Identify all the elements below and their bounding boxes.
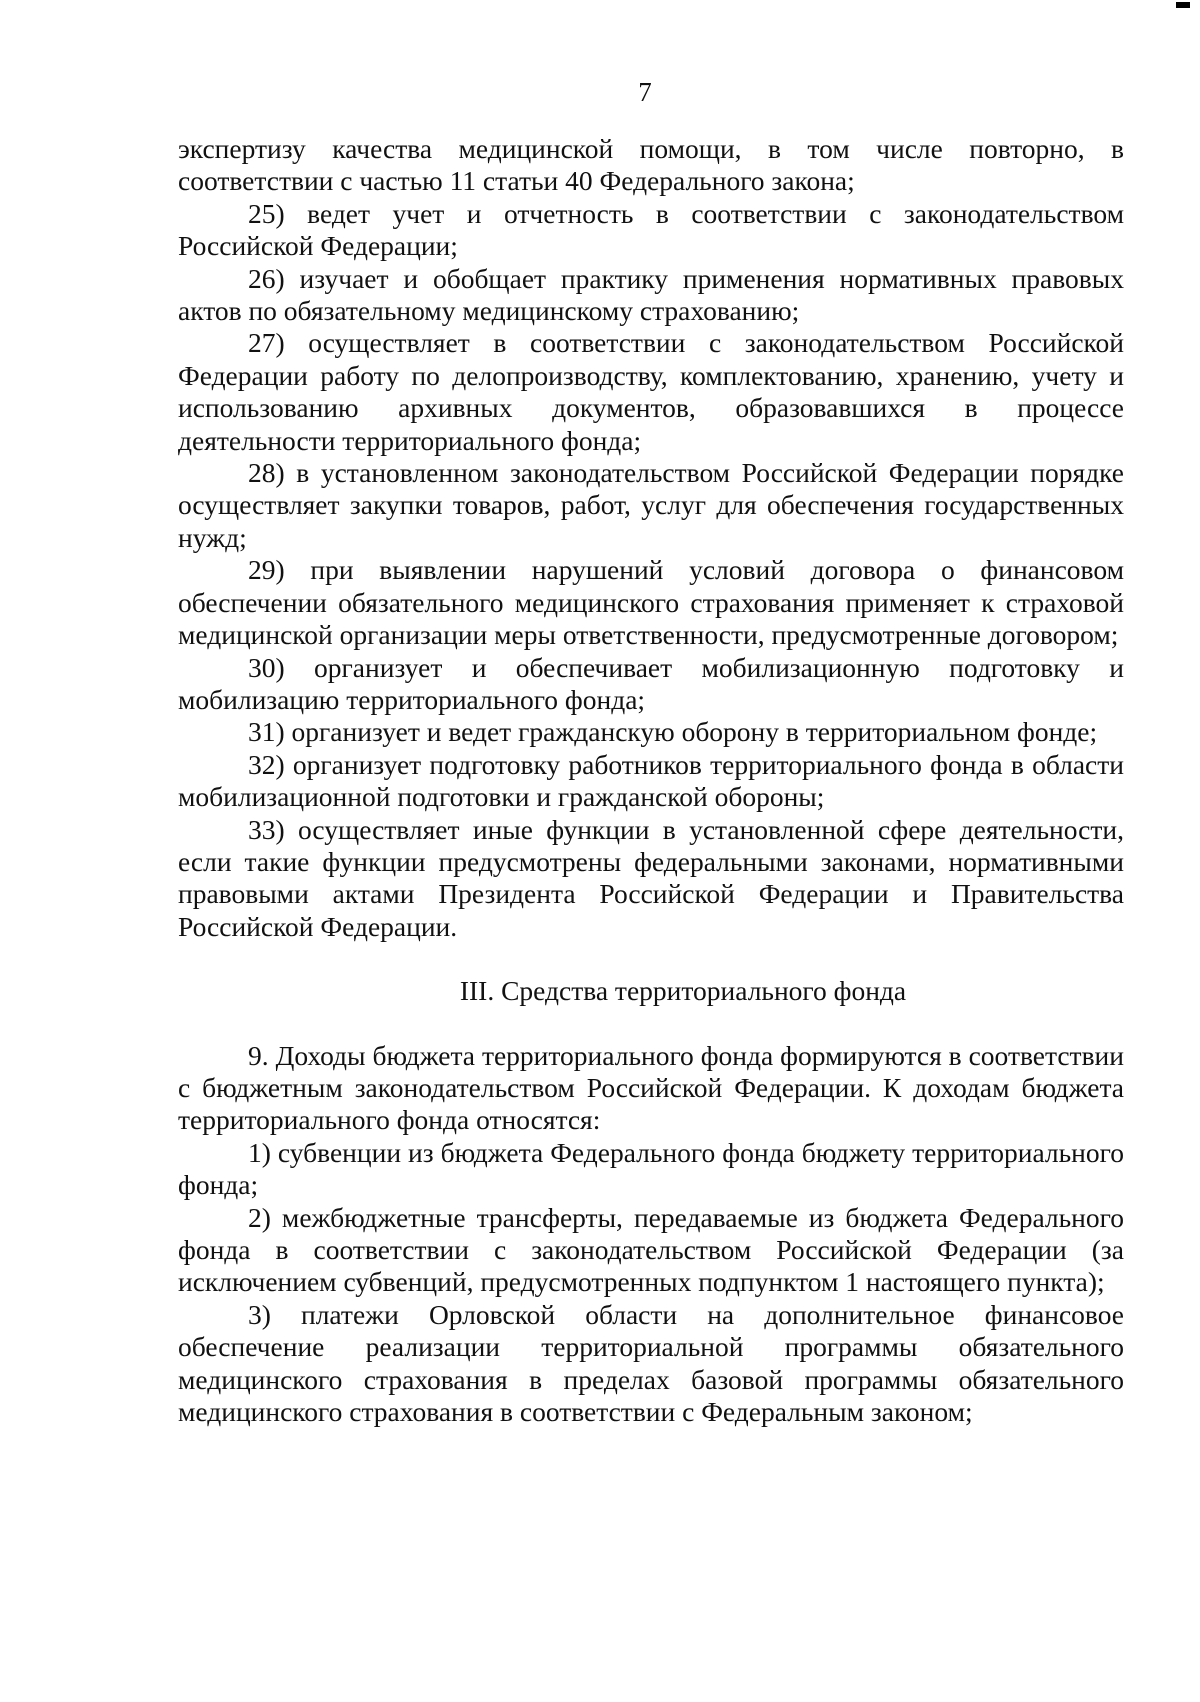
paragraph: 9. Доходы бюджета территориального фонда формируются в соответствии с бюджетным законодательством Российской Федерации. К доходам бюджета территориального фонда относятся: xyxy=(178,1039,1124,1136)
paragraph: 32) организует подготовку работников территориального фонда в области мобилизационной подготовки и гражданской обороны; xyxy=(178,748,1124,813)
paragraph: 3) платежи Орловской области на дополнительное финансовое обеспечение реализации территориальной программы обязательного медицинского страхования в пределах базовой программы обязательного медицинского страхования в соответствии с Федеральным законом; xyxy=(178,1298,1124,1428)
document-body xyxy=(178,133,1124,1428)
paragraph: 1) субвенции из бюджета Федерального фонда бюджету территориального фонда; xyxy=(178,1136,1124,1201)
paragraph: 29) при выявлении нарушений условий договора о финансовом обеспечении обязательного медицинского страхования применяет к страховой медицинской организации меры ответственности, предусмотренные договором; xyxy=(178,554,1124,651)
paragraphs-after-section xyxy=(178,1040,1124,1429)
paragraph: 33) осуществляет иные функции в установленной сфере деятельности, если такие функции предусмотрены федеральными законами, нормативными правовыми актами Президента Российской Федерации и Правительства Российской Федерации. xyxy=(178,813,1124,942)
paragraph: 2) межбюджетные трансферты, передаваемые из бюджета Федерального фонда в соответствии с законодательством Российской Федерации (за исключением субвенций, предусмотренных подпунктом 1 настоящего пункта); xyxy=(178,1201,1124,1298)
paragraph: 31) организует и ведет гражданскую оборону в территориальном фонде; xyxy=(248,716,1098,748)
section-heading: III. Средства территориального фонда xyxy=(459,975,907,1007)
paragraph: 27) осуществляет в соответствии с законодательством Российской Федерации работу по делопроизводству, комплектованию, хранению, учету и использованию архивных документов, образовавшихся в процессе деятельности территориального фонда; xyxy=(178,327,1124,456)
paragraph: 28) в установленном законодательством Российской Федерации порядке осуществляет закупки товаров, работ, услуг для обеспечения государственных нужд; xyxy=(178,457,1124,553)
paragraph: экспертизу качества медицинской помощи, в том числе повторно, в соответствии с частью 11 статьи 40 Федерального закона; xyxy=(178,133,1124,197)
page-number: 7 xyxy=(638,77,652,107)
paragraph: 30) организует и обеспечивает мобилизационную подготовку и мобилизацию территориального фонда; xyxy=(178,651,1124,715)
paragraph: 25) ведет учет и отчетность в соответствии с законодательством Российской Федерации; xyxy=(178,197,1124,262)
scan-corner-mark xyxy=(1176,2,1190,8)
paragraphs-before-section xyxy=(178,133,1124,943)
paragraph: 26) изучает и обобщает практику применения нормативных правовых актов по обязательному медицинскому страхованию; xyxy=(178,262,1124,327)
